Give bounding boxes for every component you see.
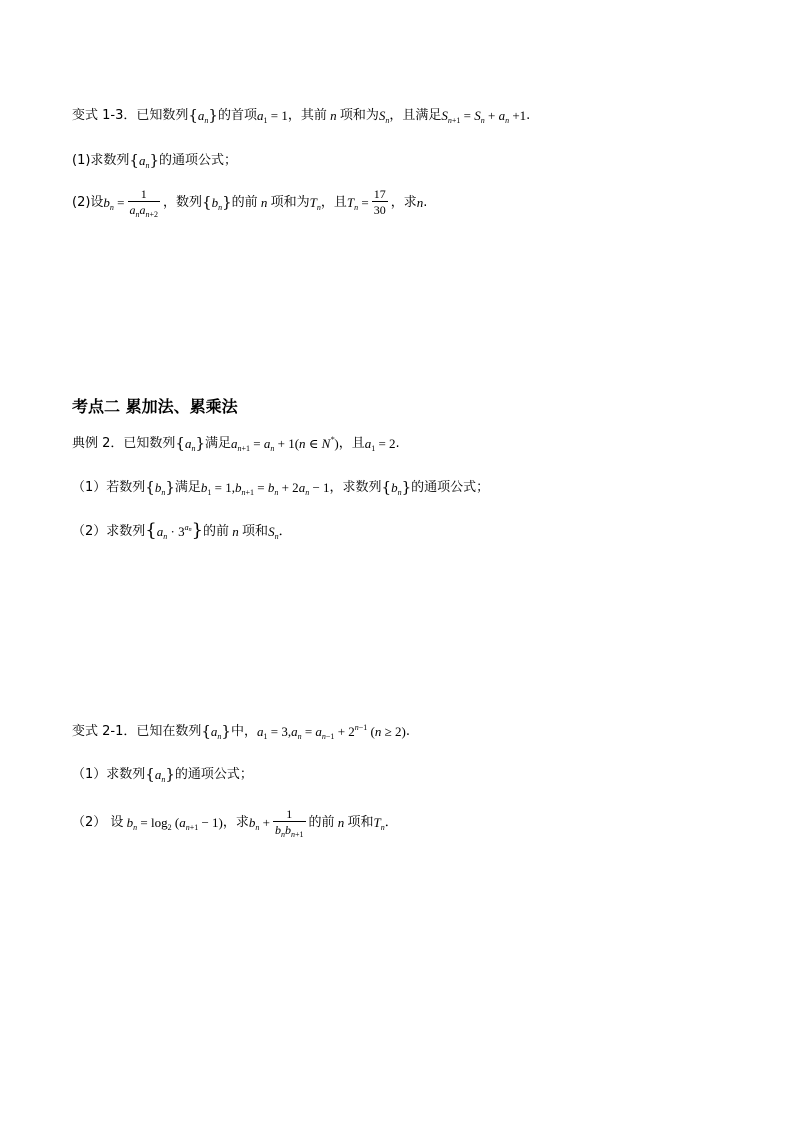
seq-an-3an: $\{a_n \cdot 3^{a_n}\}$ <box>145 520 204 541</box>
problem-v21-statement: 变式 2-1．已知在数列 $\{a_n\}$ 中， $a_1 = 3,a_n = a_{n-1} + 2^{n-1}$ (n ≥ 2) . <box>72 722 410 741</box>
ask-var: n <box>416 194 424 210</box>
seq-a-n: $\{a_n\}$ <box>145 765 175 784</box>
seq-b-n: $\{b_n\}$ <box>145 478 175 497</box>
v13-first-term-text: 的首项 <box>217 108 257 123</box>
v13-part2-suffix: ，求 <box>390 194 417 210</box>
var-n: n <box>229 523 243 539</box>
ex2-prefix: 典例 2．已知数列 <box>72 436 176 451</box>
ex2-part1-mid1: 满足 <box>174 480 201 495</box>
problem-ex2-statement: 典例 2．已知数列 $\{a_n\}$ 满足 $a_{n+1} = a_n + 1(n$ ∈ N*) ，且 $a_1 = 2$ . <box>72 434 400 453</box>
var-Tn: $T_n$ <box>309 194 321 212</box>
v21-part2-suffix: ． <box>384 814 398 830</box>
seq-a-n: $\{a_n\}$ <box>188 106 218 125</box>
v21-part1-prefix: （1）求数列 <box>72 767 146 782</box>
seq-b-n: $\{b_n\}$ <box>381 478 412 497</box>
eq-recurrence-S: $S_{n+1} = S_n + a_n +1$ <box>441 108 527 125</box>
seq-a-n: $\{a_n\}$ <box>201 722 231 741</box>
fraction-Tn-numerator: 17 <box>373 187 386 201</box>
seq-a-n: $\{a_n\}$ <box>175 434 205 453</box>
ex2-part2-prefix: （2）求数列 <box>72 523 146 539</box>
var-Sn: $S_n$ <box>378 108 390 125</box>
var-Tn: $T_n$ <box>373 814 385 832</box>
fraction-Tn-denominator: 30 <box>373 203 386 217</box>
v21-part2-mid1: ，求 <box>222 814 249 830</box>
eq-a1: $a_1 = 1$ <box>256 108 288 125</box>
var-n: n <box>257 194 271 210</box>
ex2-part1-suffix: 的通项公式； <box>411 480 490 495</box>
var-n: n <box>334 814 348 830</box>
fraction-bn-recip-numerator: 1 <box>286 807 293 821</box>
ex2-part1-mid2: ，求数列 <box>329 480 382 495</box>
v13-part2-mid4: ，且 <box>320 194 347 210</box>
eq-bn-def: $b_n$ = <box>103 194 125 212</box>
fraction-bn <box>128 187 161 219</box>
v13-prefix: 变式 1-3．已知数列 <box>72 108 189 123</box>
section-heading: 考点二 累加法、累乘法 <box>72 397 238 416</box>
ex2-satisfy-text: 满足 <box>205 436 232 451</box>
v13-sum-text: ，其前 <box>287 108 327 123</box>
v21-part2-mid3: 项和 <box>347 814 374 830</box>
v13-part2-mid1: ，数列 <box>163 194 203 210</box>
fraction-bn-recip <box>273 807 306 839</box>
v13-part2-mid3: 项和为 <box>270 194 310 210</box>
problem-ex2-part1 <box>72 480 489 495</box>
problem-v21-part1 <box>72 767 253 782</box>
eq-bn-log: $b_n = \log_2 (a_{n+1} - 1)$ <box>123 814 223 832</box>
eq-bn-recurrence: $b_1 = 1,b_{n+1} = b_n + 2a_n - 1$ <box>200 480 330 497</box>
v21-part2-prefix: （2） 设 <box>72 814 124 830</box>
v21-part1-suffix: 的通项公式； <box>174 767 253 782</box>
v21-prefix: 变式 2-1．已知在数列 <box>72 724 202 739</box>
problem-ex2-part2 <box>72 522 292 540</box>
fraction-bn-denominator: $a_na_{n+2}$ <box>129 203 159 219</box>
eq-v21-recurrence: $a_1 = 3,a_n = a_{n-1} + 2^{n-1}$ (n ≥ 2) <box>256 723 406 741</box>
eq-bn-plus-frac: $b_n$ + <box>248 814 270 832</box>
problem-v13-part2: (2)设 $b_n$ = $\frac{1}{a_na_{n+2}}$ ，数列 $\{b_n\}$ 的前 n 项和为 $T_n$ ，且 $T_n$ = $\frac{17}{30}$ ，求 n . <box>72 187 428 219</box>
fraction-Tn <box>372 188 388 216</box>
var-n: n <box>326 108 340 123</box>
ex2-part2-mid: 的前 <box>203 523 230 539</box>
ex2-part1-prefix: （1）若数列 <box>72 480 146 495</box>
v13-terms-text: 项和为 <box>339 108 379 123</box>
problem-v13-statement: 变式 1-3．已知数列 $\{a_n\}$ 的首项 $a_1 = 1$ ，其前 n 项和为 $S_n$ ，且满足 $S_{n+1} = S_n + a_n +1$ . <box>72 106 531 125</box>
problem-v13-part1 <box>72 153 237 168</box>
seq-b-n: $\{b_n\}$ <box>202 192 232 212</box>
v13-satisfy-text: ，且满足 <box>389 108 442 123</box>
fraction-bn-numerator: 1 <box>140 187 147 201</box>
eq-a1: $a_1 = 2$ <box>364 436 396 453</box>
v21-in-text: 中， <box>230 724 257 739</box>
fraction-bn-recip-denominator: $b_nb_{n+1}$ <box>275 823 304 839</box>
v21-part2-mid2: 的前 <box>308 814 335 830</box>
eq-Tn: $T_n$ = <box>346 194 369 212</box>
seq-a-n: $\{a_n\}$ <box>129 151 160 170</box>
v13-part2-prefix: (2)设 <box>72 194 104 210</box>
ex2-part2-suffix: ． <box>278 523 292 539</box>
v13-part2-mid2: 的前 <box>231 194 258 210</box>
v13-part1-prefix: (1)求数列 <box>72 153 130 168</box>
problem-v21-part2 <box>72 807 398 839</box>
ex2-part2-mid2: 项和 <box>242 523 269 539</box>
eq-recurrence-a: $a_{n+1} = a_n + 1(n$ ∈ N*) <box>231 435 339 453</box>
var-Sn: $S_n$ <box>268 523 279 541</box>
ex2-and-text: ，且 <box>338 436 365 451</box>
v13-part1-suffix: 的通项公式； <box>159 153 238 168</box>
